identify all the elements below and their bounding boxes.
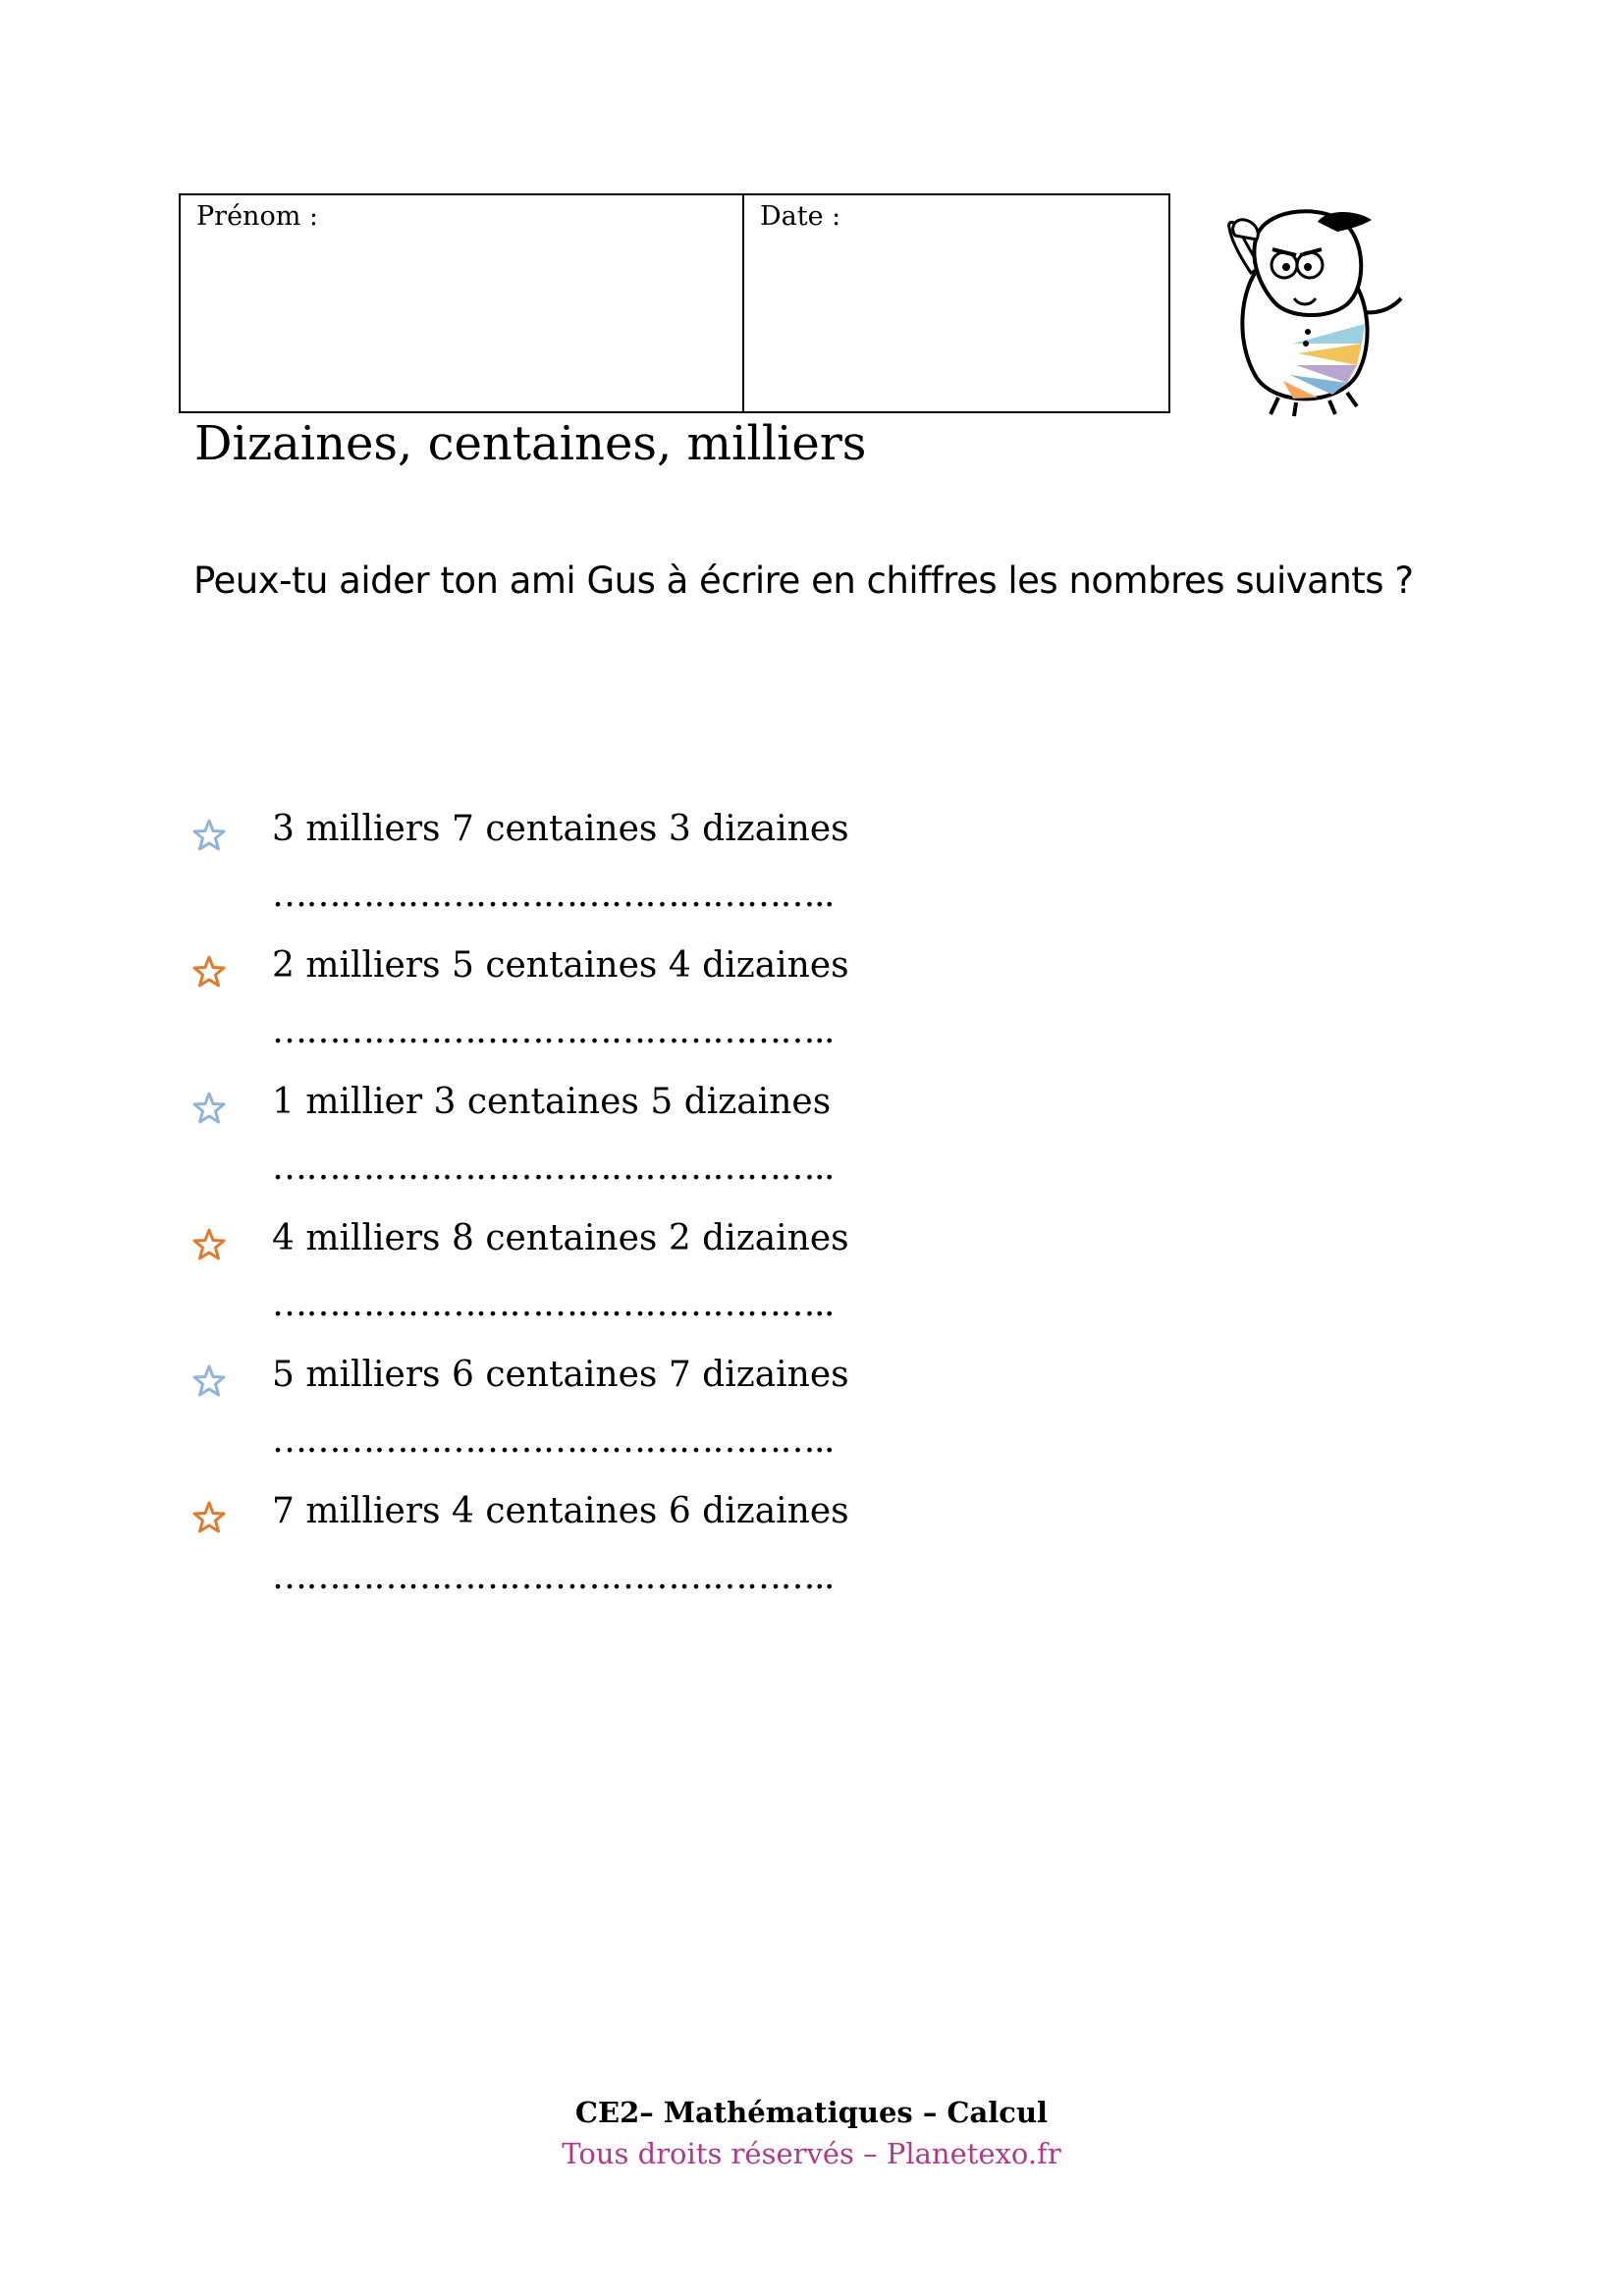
answer-line[interactable]: …………………………………………..: [272, 1148, 834, 1188]
answer-line[interactable]: …………………………………………..: [272, 875, 834, 915]
blue-star-icon: [192, 1364, 226, 1398]
answer-line[interactable]: …………………………………………..: [272, 1557, 834, 1597]
exercise-prompt: 2 milliers 5 centaines 4 dizaines: [272, 945, 849, 986]
answer-line[interactable]: …………………………………………..: [272, 1011, 834, 1051]
first-name-cell[interactable]: [181, 195, 744, 411]
instruction-text: Peux-tu aider ton ami Gus à écrire en chiffres les nombres suivants ?: [193, 560, 1414, 602]
exercise-item: [192, 1491, 1076, 1628]
gus-sheep-mascot-icon: [1200, 196, 1411, 417]
answer-line[interactable]: …………………………………………..: [272, 1284, 834, 1324]
blue-star-icon: [192, 819, 226, 852]
answer-line[interactable]: …………………………………………..: [272, 1420, 834, 1461]
exercise-item: [192, 1082, 1076, 1218]
exercise-item: [192, 1218, 1076, 1355]
exercise-item: [192, 945, 1076, 1082]
exercise-prompt: 1 millier 3 centaines 5 dizaines: [272, 1082, 832, 1122]
exercise-list: [192, 809, 1076, 1628]
exercise-prompt: 5 milliers 6 centaines 7 dizaines: [272, 1355, 849, 1395]
exercise-prompt: 4 milliers 8 centaines 2 dizaines: [272, 1218, 849, 1258]
exercise-item: [192, 1355, 1076, 1491]
date-cell[interactable]: [744, 195, 1168, 411]
student-info-table: [179, 193, 1170, 413]
date-label: Date :: [760, 201, 841, 232]
footer-copyright: Tous droits réservés – Planetexo.fr: [562, 2137, 1061, 2170]
exercise-prompt: 3 milliers 7 centaines 3 dizaines: [272, 809, 849, 849]
orange-star-icon: [192, 1501, 226, 1534]
first-name-label: Prénom :: [196, 201, 318, 232]
exercise-prompt: 7 milliers 4 centaines 6 dizaines: [272, 1491, 849, 1531]
blue-star-icon: [192, 1092, 226, 1125]
orange-star-icon: [192, 1228, 226, 1261]
footer-subject: CE2– Mathématiques – Calcul: [574, 2096, 1049, 2129]
orange-star-icon: [192, 955, 226, 988]
page-title: Dizaines, centaines, milliers: [194, 416, 867, 471]
exercise-item: [192, 809, 1076, 945]
